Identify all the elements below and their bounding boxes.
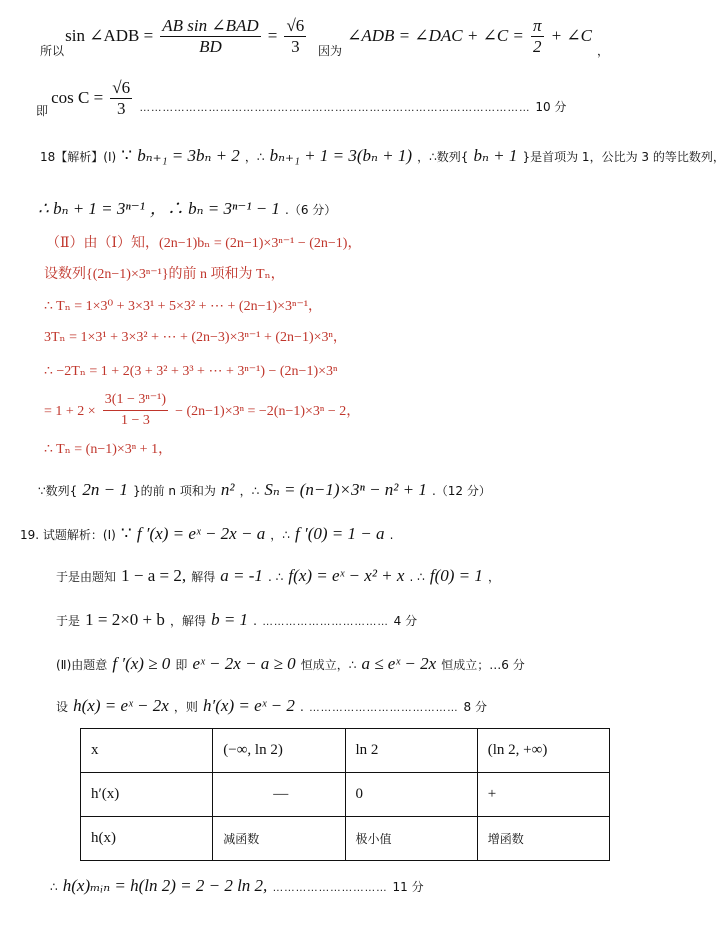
score-6: .（6 分） bbox=[285, 203, 337, 217]
table-cell: ln 2 bbox=[345, 729, 477, 773]
table-row bbox=[81, 817, 610, 861]
label-ji: 即 bbox=[36, 104, 49, 118]
table-cell: h(x) bbox=[81, 817, 213, 861]
red-line-2: 设数列{(2n−1)×3ⁿ⁻¹}的前 n 项和为 Tₙ， bbox=[44, 267, 285, 282]
red-line-3: ∴ Tₙ = 1×3⁰ + 3×3¹ + 5×3² + ⋯ + (2n−1)×3ⁿ⁻¹， bbox=[44, 299, 323, 314]
q18-sum-line: ∵数列{ 2n − 1 }的前 n 项和为 n² ，∴ Sₙ = (n−1)×3ⁿ − n² + 1 .（12 分） bbox=[38, 480, 491, 499]
table-cell: — bbox=[213, 773, 345, 817]
label-yinwei: 因为 bbox=[318, 44, 343, 58]
q19-line5: 设 h(x) = eˣ − 2x ，则 h′(x) = eˣ − 2 . ………………………………… 8 分 bbox=[56, 696, 487, 715]
monotonicity-table bbox=[80, 728, 610, 861]
table-cell: 减函数 bbox=[213, 817, 345, 861]
q19-line3: 于是 1 = 2×0 + b ，解得 b = 1 . …………………………… 4 分 bbox=[56, 610, 418, 629]
table-cell: + bbox=[477, 773, 609, 817]
red-line-6: = 1 + 2 × $\frac{\text{3(1 − 3ⁿ⁻¹)}}{1 - 3}$ − (2n−1)×3ⁿ = −2(n−1)×3ⁿ − 2， bbox=[44, 390, 360, 431]
table-cell: (ln 2, +∞) bbox=[477, 729, 609, 773]
leader-dots: ………………………………………………………………………………………… bbox=[139, 102, 531, 114]
recurrence-2: bₙ₊₁ + 1 = 3(bₙ + 1) bbox=[269, 146, 413, 165]
sin-lhs: sin ∠ADB = bbox=[65, 26, 154, 45]
text-geometric: }是首项为 1，公比为 3 的等比数列， bbox=[522, 150, 725, 164]
sequence-bn-plus-1: bₙ + 1 bbox=[473, 146, 518, 165]
red-fraction: $\frac{\text{3(1 − 3ⁿ⁻¹)}}{1 - 3}$ bbox=[104, 392, 166, 428]
q19-line1: 19. 试题解析：(Ⅰ) ∵ f ′(x) = eˣ − 2x − a ，∴ f ′(0) = 1 − a . bbox=[20, 524, 394, 543]
red-line-7: ∴ Tₙ = (n−1)×3ⁿ + 1， bbox=[44, 442, 173, 457]
cos-line bbox=[36, 78, 566, 119]
table-cell: 增函数 bbox=[477, 817, 609, 861]
bn-plus-1-formula: ∴ bₙ + 1 = 3ⁿ⁻¹ bbox=[38, 199, 145, 218]
fraction-root6-over-3: $\frac{√6}{3}$ bbox=[286, 16, 305, 56]
plus-angle-c: + ∠C bbox=[550, 26, 592, 45]
equals-sign: = bbox=[267, 26, 278, 45]
therefore-symbol: ，∴ bbox=[244, 150, 265, 164]
table-cell: x bbox=[81, 729, 213, 773]
text-sequence-open: ，∴数列{ bbox=[417, 150, 469, 164]
q18-heading: 18【解析】(Ⅰ) bbox=[40, 150, 117, 164]
fraction-cos-value: $\frac{√6}{3}$ bbox=[112, 78, 131, 118]
q18-line2 bbox=[38, 194, 336, 219]
suoyi-line bbox=[40, 16, 308, 57]
red-line-1: （Ⅱ）由（Ⅰ）知，(2n−1)bₙ = (2n−1)×3ⁿ⁻¹ − (2n−1)， bbox=[46, 236, 362, 251]
table-cell: 极小值 bbox=[345, 817, 477, 861]
because-symbol: ∵ bbox=[121, 146, 133, 165]
score-10: 10 分 bbox=[535, 100, 567, 114]
red-line-5: ∴ −2Tₙ = 1 + 2(3 + 3² + 3³ + ⋯ + 3ⁿ⁻¹) − (2n−1)×3ⁿ bbox=[44, 364, 338, 379]
table-cell: 0 bbox=[345, 773, 477, 817]
q19-heading: 19. 试题解析：(Ⅰ) bbox=[20, 528, 116, 542]
red-line-4: 3Tₙ = 1×3¹ + 3×3² + ⋯ + (2n−3)×3ⁿ⁻¹ + (2n−1)×3ⁿ， bbox=[44, 330, 347, 345]
angle-equation: ∠ADB = ∠DAC + ∠C = bbox=[347, 26, 524, 45]
label-suoyi: 所以 bbox=[40, 44, 65, 58]
recurrence-1: bₙ₊₁ = 3bₙ + 2 bbox=[137, 146, 240, 165]
fraction-pi-over-2: $\frac{\pi}{2}$ bbox=[533, 16, 542, 56]
q19-line4: (Ⅱ)由题意 f ′(x) ≥ 0 即 eˣ − 2x − a ≥ 0 恒成立，∴ a ≤ eˣ − 2x 恒成立；…6 分 bbox=[56, 654, 525, 673]
yinwei-line bbox=[318, 16, 609, 57]
bn-formula: ，∴ bₙ = 3ⁿ⁻¹ − 1 bbox=[149, 199, 280, 218]
fraction-ab-sin-bad-over-bd: $\frac{\text{AB sin ∠BAD}}{BD}$ bbox=[162, 16, 259, 56]
q18-line1 bbox=[40, 146, 725, 166]
comma: ， bbox=[597, 44, 610, 58]
table-row bbox=[81, 773, 610, 817]
cos-lhs: cos C = bbox=[51, 88, 104, 107]
table-row bbox=[81, 729, 610, 773]
q19-min-line: ∴ h(x)ₘᵢₙ = h(ln 2) = 2 − 2 ln 2, ………………………… 11 分 bbox=[50, 876, 424, 895]
table-cell: h′(x) bbox=[81, 773, 213, 817]
table-cell: (−∞, ln 2) bbox=[213, 729, 345, 773]
q19-line2: 于是由题知 1 − a = 2, 解得 a = -1 . ∴ f(x) = eˣ − x² + x . ∴ f(0) = 1 ， bbox=[56, 566, 501, 585]
